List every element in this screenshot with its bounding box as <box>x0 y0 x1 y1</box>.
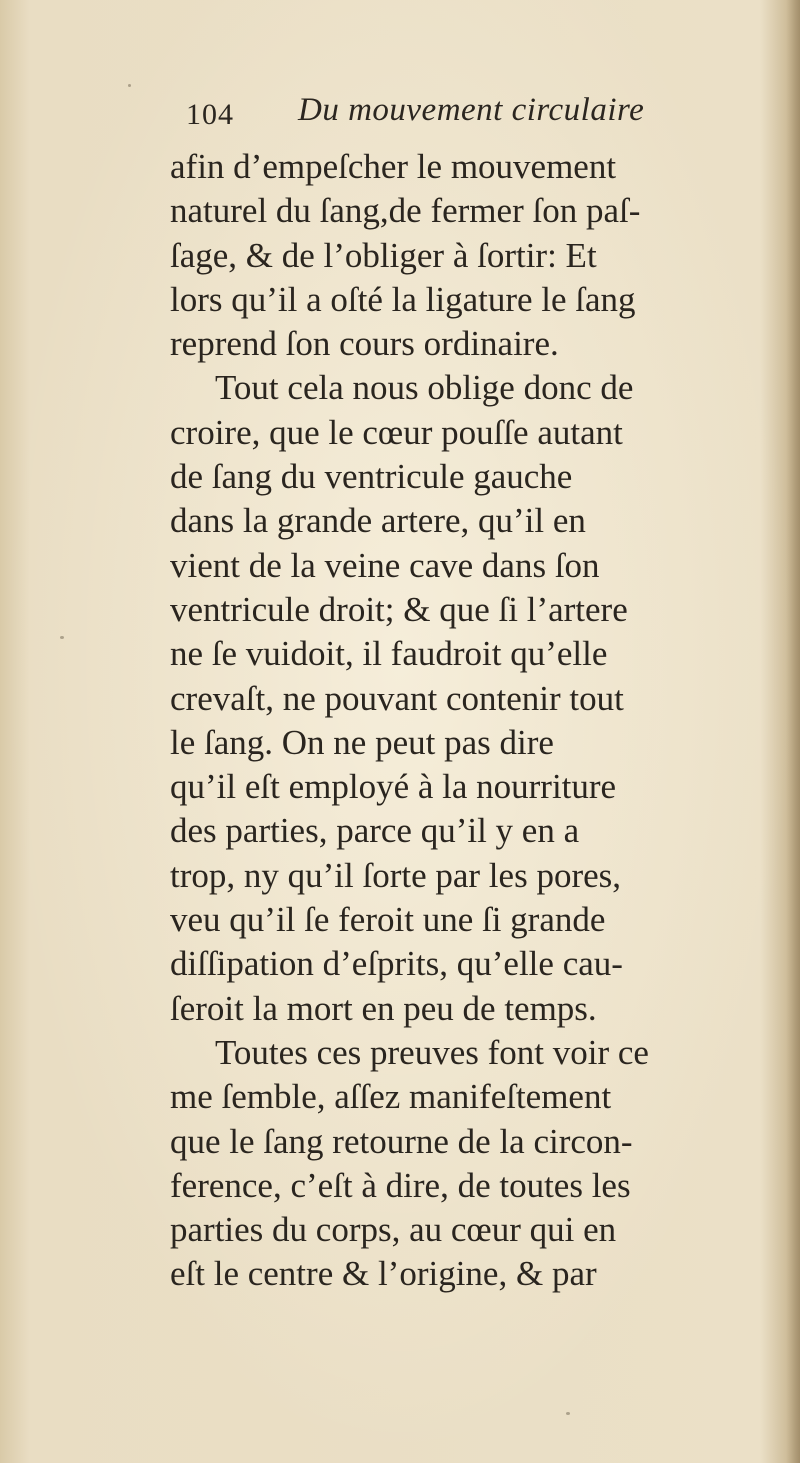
ink-speck <box>566 1412 570 1415</box>
text-line: ſeroit la mort en peu de temps. <box>170 988 597 1028</box>
text-line: veu qu’il ſe feroit une ſi grande <box>170 900 606 940</box>
text-line: parties du corps, au cœur qui en <box>170 1210 617 1250</box>
ink-speck <box>128 84 131 87</box>
text-line: afin d’empeſcher le mouvement <box>170 147 617 186</box>
text-line: croire, que le cœur pouſſe autant <box>170 412 623 452</box>
text-line: crevaſt, ne pouvant contenir tout <box>170 678 624 718</box>
text-line: ference, c’eſt à dire, de toutes les <box>170 1165 631 1205</box>
text-line: lors qu’il a oſté la ligature le ſang <box>170 279 636 319</box>
text-line: diſſipation d’eſprits, qu’elle cau- <box>170 944 623 984</box>
text-line: ne ſe vuidoit, il faudroit qu’elle <box>170 634 608 674</box>
text-line: trop, ny qu’il ſorte par les pores, <box>170 855 622 895</box>
text-line: des parties, parce qu’il y en a <box>170 811 580 851</box>
running-head <box>186 92 746 142</box>
text-line: le ſang. On ne peut pas dire <box>170 722 554 762</box>
text-line: vient de la veine cave dans ſon <box>170 545 600 585</box>
running-title: Du mouvement circulaire <box>298 92 645 128</box>
text-line: que le ſang retourne de la circon- <box>170 1121 633 1161</box>
page-edge-shadow <box>786 0 800 1463</box>
body-text <box>170 145 760 1297</box>
text-line: ventricule droit; & que ſi l’artere <box>170 589 628 629</box>
text-line: ſage, & de l’obliger à ſortir: Et <box>170 235 597 275</box>
text-line: dans la grande artere, qu’il en <box>170 501 586 541</box>
text-line: naturel du ſang,de fermer ſon paſ- <box>170 191 641 231</box>
text-line: de ſang du ventricule gauche <box>170 457 573 497</box>
text-line: me ſemble, aſſez manifeſtement <box>170 1077 612 1117</box>
paragraph-start-line: Tout cela nous oblige donc de <box>215 368 634 408</box>
text-line: reprend ſon cours ordinaire. <box>170 324 559 364</box>
paragraph-start-line: Toutes ces preuves font voir ce <box>215 1032 649 1072</box>
text-line: qu’il eſt employé à la nourriture <box>170 767 617 807</box>
ink-speck <box>60 636 64 639</box>
page-number: 104 <box>186 98 234 131</box>
text-line: eſt le centre & l’origine, & par <box>170 1254 597 1294</box>
